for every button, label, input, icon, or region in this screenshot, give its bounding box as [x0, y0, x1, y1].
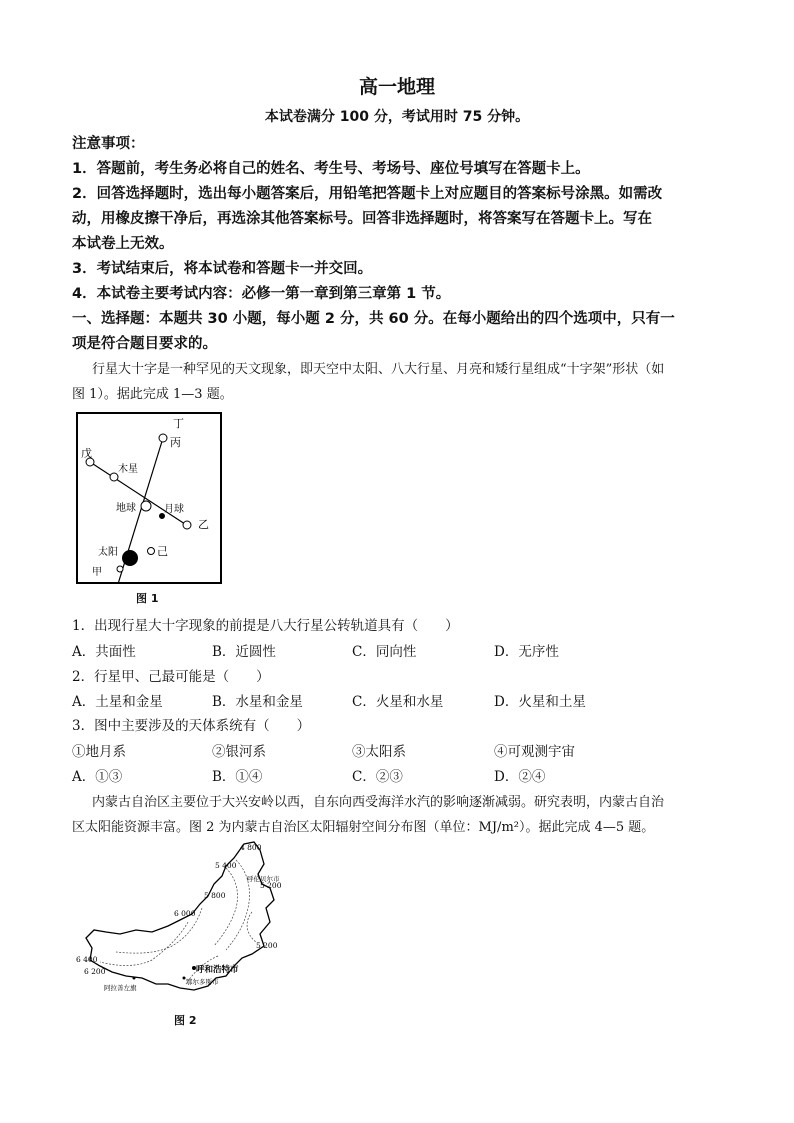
section-heading-line-1: 一、选择题：本题共 30 小题，每小题 2 分，共 60 分。在每小题给出的四个选项中，只有一: [72, 311, 675, 327]
question-3-option-b: B．①④: [212, 769, 263, 785]
notice-item-4: 4．本试卷主要考试内容：必修一第一章到第三章第 1 节。: [72, 286, 451, 302]
question-1-option-d: D．无序性: [494, 644, 559, 660]
label-5200b: 5 200: [256, 941, 278, 950]
label-6200: 6 200: [84, 967, 106, 976]
planet-ji: [148, 548, 155, 555]
question-1-stem: 1．出现行星大十字现象的前提是八大行星公转轨道具有（ ）: [72, 618, 459, 634]
figure-1-caption: 图 1: [136, 592, 159, 605]
label-jupiter: 木星: [118, 464, 138, 475]
label-6400: 6 400: [76, 955, 98, 964]
label-jia: 甲: [92, 567, 102, 578]
question-3-option-c: C．②③: [352, 769, 403, 785]
label-4800: 4 800: [240, 843, 262, 852]
label-earth: 地球: [116, 503, 136, 514]
label-5200a: 5 200: [260, 881, 282, 890]
label-hohhot: 呼和浩特市: [196, 965, 239, 975]
figure-1-planet-cross-diagram: [76, 412, 222, 584]
label-wu: 戊: [81, 447, 92, 460]
question-2-option-a: A．土星和金星: [72, 694, 163, 710]
page-title: 高一地理: [358, 76, 435, 98]
question-3-choice-2: ②银河系: [212, 744, 266, 760]
alxa-dot: [133, 977, 136, 980]
earth-marker: [141, 501, 151, 511]
label-ji: 己: [157, 545, 168, 558]
passage-2-line-2: 区太阳能资源丰富。图 2 为内蒙古自治区太阳辐射空间分布图（单位：MJ/m²）。据此完成 4—5 题。: [72, 820, 655, 835]
notice-item-2-line-2: 动，用橡皮擦干净后，再选涂其他答案标号。回答非选择题时，将答案写在答题卡上。写在: [72, 211, 652, 227]
question-2-option-d: D．火星和土星: [494, 694, 586, 710]
planet-jupiter: [110, 473, 118, 481]
notice-heading: 注意事项：: [72, 136, 145, 152]
question-3-option-a: A．①③: [72, 769, 123, 785]
notice-item-2-line-1: 2．回答选择题时，选出每小题答案后，用铅笔把答题卡上对应题目的答案标号涂黑。如需改: [72, 186, 663, 202]
question-3-choice-3: ③太阳系: [352, 744, 406, 760]
notice-item-3: 3．考试结束后，将本试卷和答题卡一并交回。: [72, 261, 373, 277]
question-2-option-c: C．火星和水星: [352, 694, 444, 710]
section-heading-line-2: 项是符合题目要求的。: [72, 336, 217, 352]
label-ding: 丁: [173, 417, 184, 430]
question-3-stem: 3．图中主要涉及的天体系统有（ ）: [72, 718, 311, 734]
question-2-option-b: B．水星和金星: [212, 694, 303, 710]
label-5800: 5 800: [204, 891, 226, 900]
sun-marker: [122, 550, 138, 566]
label-alxa: 阿拉善左旗: [104, 984, 137, 992]
question-3-option-d: D．②④: [494, 769, 546, 785]
label-moon: 月球: [164, 504, 184, 515]
label-5400a: 5 400: [215, 861, 237, 870]
label-ordos: 鄂尔多斯市: [186, 978, 219, 986]
question-1-option-c: C．同向性: [352, 644, 417, 660]
passage-1-line-1: 行星大十字是一种罕见的天文现象，即天空中太阳、八大行星、月亮和矮行星组成“十字架”形状（如: [92, 362, 665, 377]
label-sun: 太阳: [98, 547, 118, 558]
question-3-choice-4: ④可观测宇宙: [494, 744, 575, 760]
label-yi: 乙: [198, 518, 209, 531]
question-2-stem: 2．行星甲、己最可能是（ ）: [72, 669, 270, 685]
planet-ding: [159, 434, 167, 442]
notice-item-2-line-3: 本试卷上无效。: [72, 236, 174, 252]
planet-yi: [183, 521, 191, 529]
passage-2-line-1: 内蒙古自治区主要位于大兴安岭以西，自东向西受海洋水汽的影响逐渐减弱。研究表明，内蒙古自治: [92, 795, 665, 810]
passage-1-line-2: 图 1）。据此完成 1—3 题。: [72, 387, 233, 402]
question-1-option-a: A．共面性: [72, 644, 136, 660]
notice-item-1: 1．答题前，考生务必将自己的姓名、考生号、考场号、座位号填写在答题卡上。: [72, 161, 590, 177]
question-3-choice-1: ①地月系: [72, 744, 126, 760]
figure-2-caption: 图 2: [174, 1014, 197, 1027]
question-1-option-b: B．近圆性: [212, 644, 276, 660]
exam-info: 本试卷满分 100 分，考试用时 75 分钟。: [264, 109, 530, 125]
label-bing: 丙: [170, 436, 181, 449]
planet-jia: [117, 566, 123, 572]
label-hulunbuir: 呼伦贝尔市: [247, 875, 280, 883]
figure-2-solar-radiation-map: [76, 838, 286, 1006]
label-6000: 6 000: [174, 909, 196, 918]
